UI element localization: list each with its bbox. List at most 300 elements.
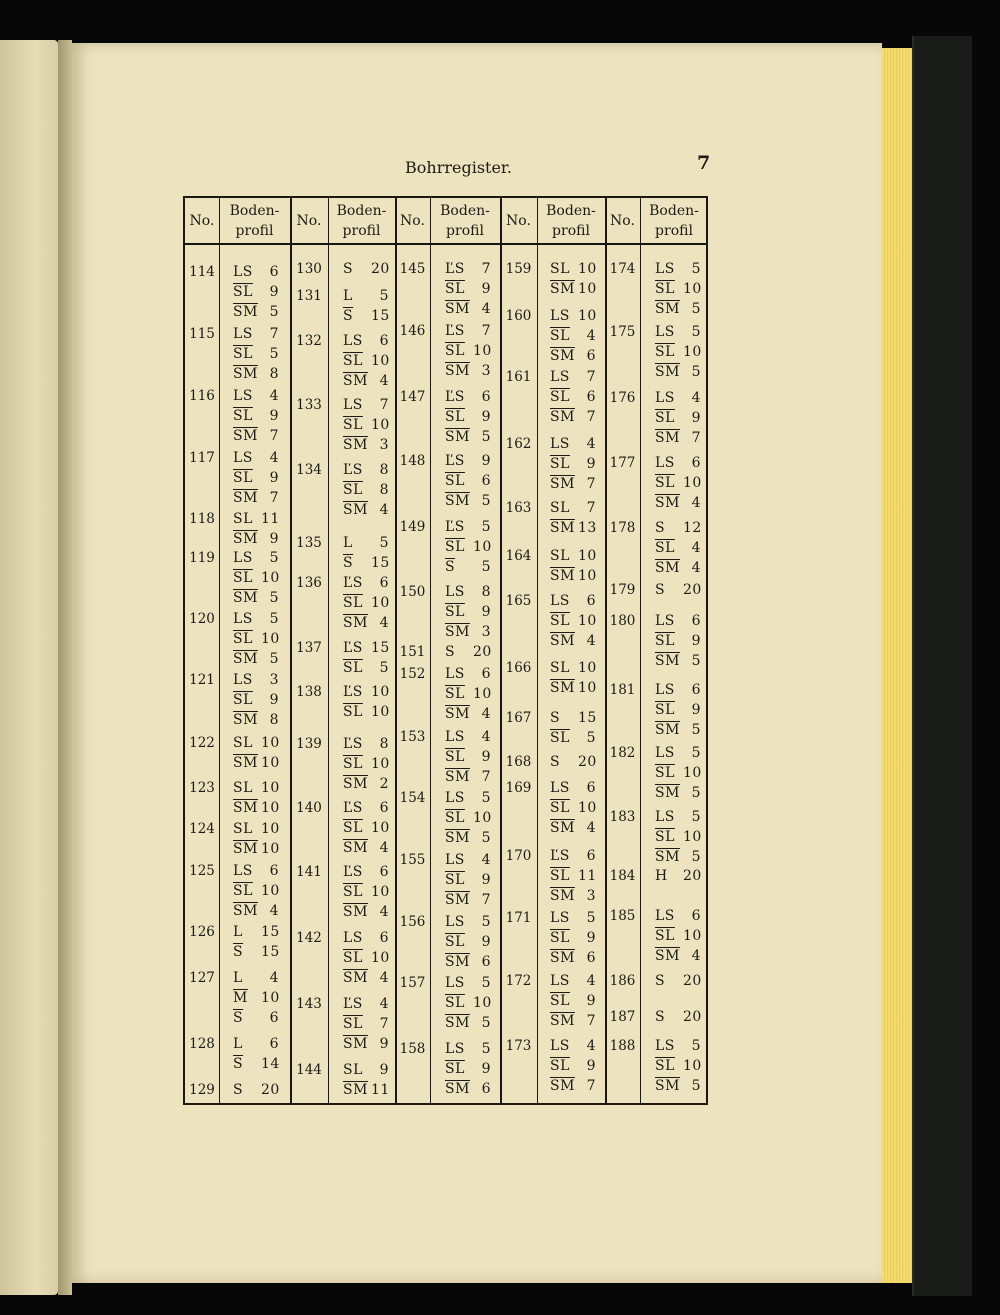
soil-thickness: 5 [481,914,491,930]
bore-number: 116 [189,388,215,404]
soil-layer [550,348,596,364]
soil-type: $\overline{SL}$ [233,284,253,300]
soil-type: $\overline{SM}$ [445,624,470,640]
soil-type: $\overline{SM}$ [445,830,470,846]
soil-type: $\overline{SL}$ [233,631,253,647]
soil-type: ĽS [343,736,363,752]
bore-number: 177 [609,455,636,471]
soil-type: $\overline{SM}$ [655,948,680,964]
soil-layer [550,476,596,492]
soil-layer [445,914,491,930]
header-line: profil [235,223,274,239]
soil-type: $\overline{SM}$ [233,712,258,728]
soil-thickness: 10 [473,343,492,359]
soil-type: $\overline{SM}$ [550,1078,575,1094]
soil-thickness: 5 [379,535,389,551]
soil-thickness: 4 [691,495,701,511]
soil-thickness: 8 [269,712,279,728]
soil-layer [550,1013,596,1029]
soil-layer [233,550,279,566]
soil-layer [655,475,702,491]
bore-number: 119 [189,550,215,566]
soil-type: L [343,535,353,551]
soil-thickness: 4 [269,903,279,919]
soil-type: $\overline{S}$ [343,555,354,571]
soil-layer [445,343,492,359]
soil-layer [233,450,279,466]
soil-type: $\overline{SM}$ [445,493,470,509]
soil-thickness: 9 [481,749,491,765]
soil-layer [655,1038,701,1054]
soil-thickness: 11 [371,1082,390,1098]
soil-layer [655,1078,701,1094]
soil-thickness: 6 [481,666,491,682]
soil-layer [343,736,389,752]
soil-layer [550,710,597,726]
soil-type: LS [233,550,253,566]
soil-type: $\overline{SM}$ [343,840,368,856]
soil-type: $\overline{SM}$ [233,903,258,919]
soil-layer [655,582,702,598]
header-line: Boden- [336,203,387,219]
bore-number: 141 [296,864,322,880]
soil-thickness: 6 [481,389,491,405]
soil-thickness: 5 [269,346,279,362]
soil-thickness: 12 [683,520,702,536]
soil-type: $\overline{SL}$ [445,281,465,297]
soil-layer [445,729,491,745]
soil-type: S [655,973,666,989]
soil-layer [343,555,390,571]
soil-layer [550,308,597,324]
soil-type: $\overline{SL}$ [233,570,253,586]
header-line: Boden- [546,203,596,219]
soil-thickness: 5 [481,790,491,806]
soil-thickness: 10 [371,884,390,900]
soil-thickness: 10 [578,548,597,564]
soil-thickness: 10 [261,990,280,1006]
book-gutter [58,40,72,1295]
soil-thickness: 4 [691,948,701,964]
soil-thickness: 3 [269,672,279,688]
soil-thickness: 10 [473,995,492,1011]
soil-layer [233,712,279,728]
soil-type: $\overline{SM}$ [233,800,258,816]
bore-number: 137 [296,640,322,656]
soil-layer [550,660,597,676]
soil-layer [233,780,280,796]
soil-type: $\overline{SL}$ [233,346,253,362]
soil-layer [343,333,389,349]
soil-thickness: 4 [269,388,279,404]
soil-layer [233,755,280,771]
soil-type: L [233,924,243,940]
soil-layer [655,281,702,297]
soil-type: LS [343,930,363,946]
soil-layer [655,520,702,536]
soil-layer [655,928,702,944]
soil-type: $\overline{SM}$ [655,653,680,669]
soil-type: S [233,1082,244,1098]
soil-layer [655,702,701,718]
column-header-bodenprofil [219,198,290,244]
soil-type: $\overline{SL}$ [550,389,570,405]
soil-type: $\overline{SM}$ [550,1013,575,1029]
soil-type: LS [655,261,675,277]
bore-number: 142 [296,930,322,946]
column-header-bodenprofil [328,198,395,244]
soil-type: LS [655,1038,675,1054]
soil-type: SL [550,660,570,676]
soil-type: LS [550,308,570,324]
soil-type: $\overline{SM}$ [233,755,258,771]
soil-layer [343,615,389,631]
soil-type: $\overline{SL}$ [445,539,465,555]
soil-layer [233,304,279,320]
soil-thickness: 5 [481,429,491,445]
soil-layer [655,540,701,556]
soil-layer [655,410,701,426]
soil-layer [233,821,280,837]
soil-type: LS [445,729,465,745]
soil-layer [343,776,389,792]
soil-thickness: 8 [481,584,491,600]
soil-type: LS [233,388,253,404]
soil-layer [233,903,279,919]
soil-thickness: 20 [473,644,492,660]
soil-thickness: 5 [269,590,279,606]
soil-type: $\overline{SM}$ [655,495,680,511]
soil-layer [550,820,596,836]
soil-type: ĽS [445,453,465,469]
soil-type: $\overline{SM}$ [343,970,368,986]
soil-type: $\overline{SL}$ [445,810,465,826]
soil-layer [343,1082,390,1098]
soil-thickness: 5 [586,910,596,926]
book-cover [912,36,972,1296]
column-rule [328,198,329,1103]
soil-thickness: 5 [691,849,701,865]
soil-type: LS [445,852,465,868]
soil-type: LS [233,264,253,280]
soil-layer [550,613,597,629]
soil-thickness: 5 [691,364,701,380]
soil-thickness: 4 [379,840,389,856]
bore-number: 121 [189,672,215,688]
bore-number: 164 [505,548,532,564]
soil-thickness: 6 [691,908,701,924]
bore-number: 170 [505,848,532,864]
soil-thickness: 5 [691,261,701,277]
soil-thickness: 10 [683,1058,702,1074]
bore-number: 135 [296,535,322,551]
soil-layer [655,344,702,360]
bore-number: 169 [505,780,532,796]
soil-type: SL [550,500,570,516]
soil-layer [655,1058,702,1074]
soil-thickness: 14 [261,1056,280,1072]
soil-thickness: 6 [586,780,596,796]
bore-number: 160 [505,308,532,324]
soil-type: ĽS [445,389,465,405]
soil-type: $\overline{SM}$ [550,888,575,904]
soil-layer [343,1062,389,1078]
soil-layer [550,500,596,516]
soil-layer [550,389,596,405]
soil-layer [445,954,491,970]
soil-thickness: 7 [379,397,389,413]
soil-thickness: 6 [379,864,389,880]
bore-number: 187 [609,1009,636,1025]
bore-number: 174 [609,261,636,277]
soil-type: ĽS [343,800,363,816]
bore-number: 188 [609,1038,636,1054]
soil-type: $\overline{SL}$ [655,702,675,718]
soil-thickness: 15 [371,555,390,571]
bore-number: 183 [609,809,636,825]
soil-layer [343,640,390,656]
soil-type: LS [445,790,465,806]
soil-layer [343,462,389,478]
soil-layer [343,864,389,880]
soil-layer [550,548,597,564]
soil-layer [550,1078,596,1094]
soil-type: $\overline{SL}$ [655,410,675,426]
soil-type: $\overline{SL}$ [550,613,570,629]
soil-layer [445,1081,491,1097]
soil-thickness: 7 [379,1016,389,1032]
soil-thickness: 5 [691,722,701,738]
soil-layer [343,884,390,900]
soil-thickness: 15 [261,944,280,960]
bore-number: 179 [609,582,636,598]
soil-layer [233,511,280,527]
soil-thickness: 6 [269,863,279,879]
soil-thickness: 5 [691,653,701,669]
soil-thickness: 7 [586,1013,596,1029]
soil-thickness: 9 [269,470,279,486]
soil-layer [233,570,280,586]
soil-thickness: 9 [691,410,701,426]
soil-type: LS [550,369,570,385]
soil-type: $\overline{SL}$ [550,800,570,816]
soil-type: $\overline{SM}$ [445,706,470,722]
soil-type: $\overline{SM}$ [233,366,258,382]
soil-layer [233,1010,279,1026]
soil-layer [233,264,279,280]
soil-thickness: 8 [379,736,389,752]
soil-thickness: 6 [691,613,701,629]
bore-number: 172 [505,973,532,989]
soil-type: SL [343,1062,363,1078]
soil-thickness: 4 [586,633,596,649]
soil-layer [655,908,701,924]
soil-layer [550,910,596,926]
soil-layer [655,613,701,629]
soil-layer [233,428,279,444]
soil-thickness: 6 [269,1036,279,1052]
soil-layer [343,840,389,856]
soil-layer [550,456,596,472]
soil-type: $\overline{SM}$ [550,950,575,966]
soil-layer [550,993,596,1009]
soil-type: $\overline{SL}$ [445,409,465,425]
column-header-no: No. [506,213,531,229]
bore-number: 151 [399,644,426,660]
soil-type: LS [550,1038,570,1054]
bore-number: 114 [189,264,215,280]
soil-layer [655,301,701,317]
soil-thickness: 6 [586,593,596,609]
soil-layer [550,754,597,770]
soil-type: $\overline{SM}$ [655,430,680,446]
left-page-edge [0,40,58,1295]
soil-thickness: 4 [379,904,389,920]
soil-layer [343,261,390,277]
soil-type: SL [233,821,253,837]
soil-thickness: 7 [269,326,279,342]
soil-layer [445,892,491,908]
soil-thickness: 10 [371,820,390,836]
bore-number: 161 [505,369,532,385]
bore-number: 128 [189,1036,215,1052]
bore-number: 159 [505,261,532,277]
soil-type: $\overline{SM}$ [445,301,470,317]
soil-type: $\overline{SM}$ [655,849,680,865]
soil-thickness: 4 [379,996,389,1012]
header-line: profil [552,223,590,239]
soil-layer [233,490,279,506]
soil-type: $\overline{SL}$ [445,872,465,888]
soil-layer [550,261,597,277]
soil-type: LS [445,975,465,991]
bore-number: 146 [399,323,426,339]
soil-thickness: 10 [578,568,597,584]
soil-thickness: 4 [481,852,491,868]
soil-type: $\overline{SM}$ [550,680,575,696]
bore-number: 132 [296,333,322,349]
soil-layer [445,363,491,379]
soil-layer [550,973,596,989]
soil-layer [233,944,280,960]
soil-layer [343,288,389,304]
soil-layer [445,584,491,600]
soil-type: $\overline{S}$ [233,944,244,960]
soil-thickness: 5 [269,651,279,667]
soil-thickness: 9 [481,872,491,888]
soil-layer [550,868,597,884]
soil-layer [233,672,279,688]
soil-layer [445,706,491,722]
soil-thickness: 9 [586,993,596,1009]
soil-type: L [233,1036,243,1052]
soil-thickness: 4 [379,373,389,389]
soil-type: LS [233,672,253,688]
soil-thickness: 9 [379,1062,389,1078]
soil-type: LS [445,914,465,930]
soil-thickness: 5 [691,301,701,317]
soil-type: LS [233,863,253,879]
soil-layer [445,1061,491,1077]
bore-number: 123 [189,780,215,796]
soil-type: $\overline{SL}$ [445,749,465,765]
soil-thickness: 9 [481,1061,491,1077]
soil-type: $\overline{SM}$ [233,590,258,606]
soil-thickness: 5 [691,809,701,825]
soil-type: ĽS [343,684,363,700]
soil-layer [233,651,279,667]
soil-thickness: 10 [261,800,280,816]
soil-layer [343,595,390,611]
soil-layer [233,1082,280,1098]
column-header-no: No. [296,213,322,229]
soil-type: SL [233,511,253,527]
soil-thickness: 20 [683,868,702,884]
header-line: profil [446,223,484,239]
bore-number: 163 [505,500,532,516]
soil-type: $\overline{SM}$ [445,429,470,445]
soil-thickness: 9 [586,930,596,946]
soil-thickness: 5 [481,830,491,846]
soil-thickness: 5 [269,550,279,566]
soil-thickness: 10 [261,841,280,857]
soil-thickness: 5 [481,559,491,575]
bore-number: 158 [399,1041,426,1057]
soil-thickness: 9 [269,408,279,424]
soil-layer [445,790,491,806]
soil-type: ĽS [550,848,570,864]
soil-thickness: 5 [481,519,491,535]
soil-thickness: 10 [371,417,390,433]
soil-type: LS [655,455,675,471]
soil-thickness: 10 [371,756,390,772]
soil-thickness: 2 [379,776,389,792]
soil-layer [550,328,596,344]
bore-number: 131 [296,288,322,304]
soil-layer [655,785,701,801]
soil-type: $\overline{SL}$ [655,540,675,556]
bore-number: 124 [189,821,215,837]
column-header-bodenprofil [537,198,605,244]
soil-type: $\overline{SL}$ [550,730,570,746]
soil-layer [550,633,596,649]
bore-number: 145 [399,261,426,277]
soil-layer [445,493,491,509]
soil-thickness: 15 [261,924,280,940]
soil-layer [550,281,597,297]
soil-layer [655,973,702,989]
soil-layer [233,470,279,486]
soil-type: $\overline{SL}$ [655,1058,675,1074]
header-line: Boden- [649,203,699,219]
soil-layer [445,559,491,575]
soil-type: LS [655,745,675,761]
soil-layer [233,883,280,899]
soil-type: $\overline{SM}$ [343,1082,368,1098]
soil-type: $\overline{SM}$ [233,428,258,444]
column-rule [430,198,431,1103]
soil-type: S [550,710,561,726]
soil-type: LS [233,326,253,342]
bore-number: 152 [399,666,426,682]
soil-layer [343,820,390,836]
soil-layer [233,531,279,547]
soil-thickness: 4 [269,970,279,986]
soil-type: $\overline{SM}$ [655,1078,680,1094]
soil-layer [343,704,390,720]
soil-type: $\overline{SL}$ [343,660,363,676]
soil-layer [445,301,491,317]
